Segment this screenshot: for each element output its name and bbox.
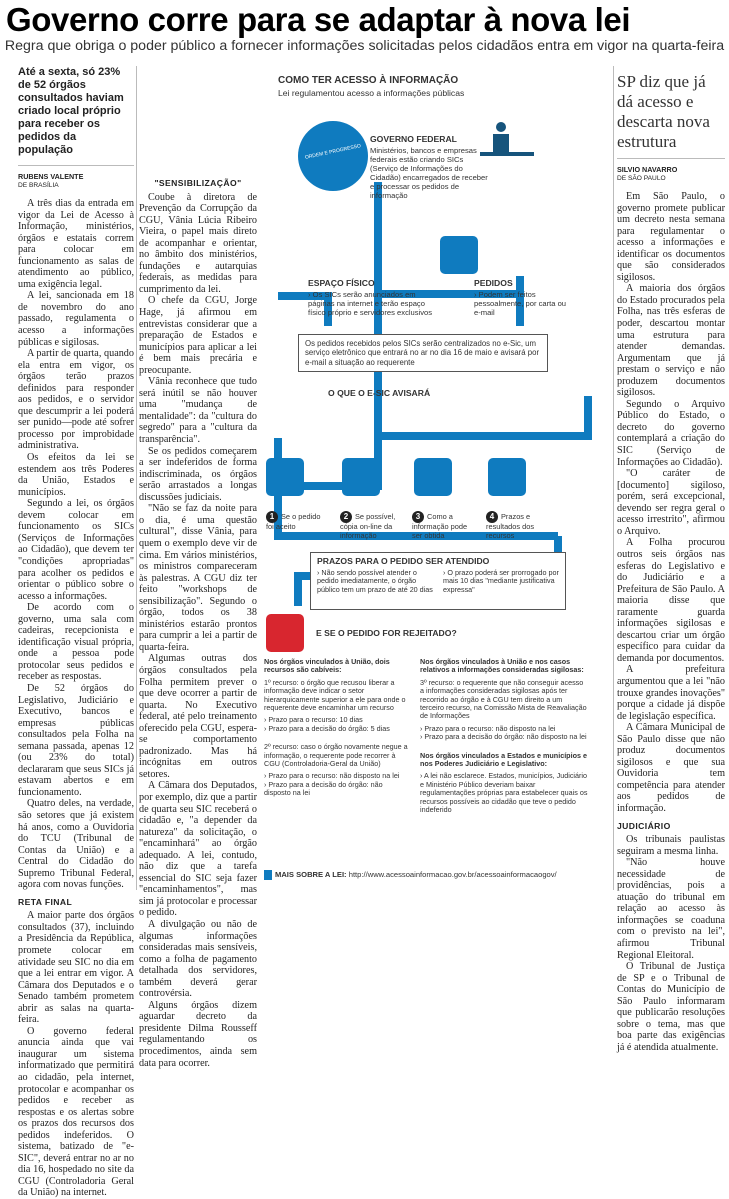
paragraph: O chefe da CGU, Jorge Hage, já afirmou em entrevistas considerar que a preparação de Estados e municípios para aplicar a lei é bem mais precária e preocupante. [139,295,257,376]
office-workers-icon [480,122,534,166]
prazos-left: › Não sendo possível atender o pedido imediatamente, o órgão público tem um prazo de até 20 dias [317,568,433,594]
paragraph: A maioria dos órgãos do Estado procurados pela Folha, nas três esferas de poder, descartou montar uma estrutura para atender demandas. Argumentam que já prestam o serviço e não produzem documentos sigilosos. [617,283,725,399]
step-3: 3 Como a informação pode ser obtida [412,512,468,540]
paragraph: Em São Paulo, o governo promete publicar um decreto nesta semana para regulamentar o acesso a informações e identificar os documentos que são considerados sigilosos. [617,191,725,283]
paragraph: A prefeitura argumentou que a lei "não trouxe grandes inovações" porque a cidade já dispõe de legislação específica. [617,664,725,722]
pedidos-title: PEDIDOS [474,278,513,288]
lei-link[interactable]: http://www.acessoainformacao.gov.br/acessoainformacaogov/ [348,870,557,879]
infographic-subtitle: Lei regulamentou acesso a informações públicas [278,88,465,98]
article-column-2 [139,66,257,1069]
paragraph: A três dias da entrada em vigor da Lei de Acesso à Informação, ministérios, órgãos e estatais correm para colocar em funcionamento as salas de atendimento ao público, uma exigência legal. [18,198,134,290]
paragraph: De acordo com o governo, uma sala com cadeiras, recepcionista e identificação visual própria, onde a pessoa pode protocolar seus pedidos e receber as respostas. [18,602,134,683]
paragraph: Segundo a lei, os órgãos devem colocar em funcionamento os SICs (Serviços de Informações ao Cidadão), que devem ter "condições apropriadas" para acolher os pedidos e orientar o público sobre o acesso a informações. [18,498,134,602]
section-heading: RETA FINAL [18,896,73,907]
espaco-title: ESPAÇO FÍSICO [308,278,375,288]
pedidos-text: › Podem ser feitos pessoalmente, por carta ou e-mail [474,290,567,317]
chat-icon [414,458,452,496]
gov-text: Ministérios, bancos e empresas federais estão criando SICs (Serviço de Informações do Cidadão) encarregados de receber e processar os pedidos de informação [370,146,488,200]
author-byline: RUBENS VALENTE [18,172,84,181]
brazil-flag-globe-icon [298,121,368,191]
paragraph: Quatro deles, na verdade, são setores que já existem há anos, como a Ouvidoria do TCU (Tribunal de Contas da União) e a Central do Cidadão do Supremo Tribunal Federal, agora com novas funções. [18,798,134,891]
paragraph: A Folha procurou outros seis órgãos nas esferas do Legislativo e do Judiciário e a Prefeitura de São Paulo. A maioria disse que raramente guarda informações sigilosas e descartou criar um órgão específico para cuidar da demanda por documentos. [617,537,725,664]
gov-title: GOVERNO FEDERAL [370,134,457,144]
subheadline: Regra que obriga o poder público a fornecer informações solicitadas pelos cidadãos entra em vigor na quarta-feira [4,38,725,54]
stop-hand-icon [266,614,304,652]
paragraph: A Câmara Municipal de São Paulo disse que não produz documentos sigilosos e que sua Ouvidoria tem competência para atender aos pedidos de informação. [617,722,725,814]
paragraph: Vânia reconhece que tudo será inútil se não houver uma "mudança de mentalidade": da "cultura do segredo" para a "cultura da transparência". [139,376,257,446]
paragraph: A divulgação ou não de algumas informações consideradas mais sensíveis, como a folha de pagamento detalhada dos servidores, também deverá gerar controvérsia. [139,919,257,1000]
avisara-title: O QUE O E-SIC AVISARÁ [328,388,431,398]
info-icon [264,870,272,880]
download-icon [342,458,380,496]
uniao-block: Nos órgãos vinculados à União, dois recursos são cabíveis: 1º recurso: o órgão que recusou liberar a informação deve indicar o setor hierarquicamente superior a ele para onde o requerente deve encaminhar um recurso › Prazo para o recurso: 10 dias › Prazo para a decisão do órgão: 5 dias 2º recurso: caso o órgão novamente negue a informação, o requerente pode recorrer à CGU (Controladoria-Geral da União) › Prazo para o recurso: não disposto na lei › Prazo para a decisão do órgão: não disposto na lei [264,657,408,798]
espaco-text: › Os SICs serão anunciados em páginas na internet e terão espaço físico próprio e servidores exclusivos [308,290,433,317]
paragraph: Se os pedidos começarem a ser indeferidos de forma indiscriminada, os órgãos serão arrastados a longas discussões judiciais. [139,445,257,503]
section-heading: JUDICIÁRIO [617,820,671,831]
step-1: 1 Se o pedido foi aceito [266,512,321,531]
paragraph: A Câmara dos Deputados, por exemplo, diz que a partir de quarta seu SIC receberá o cidadão e, "a depender da natureza" da solicitação, o "encaminhará" ao órgão adequado. A lei, contudo, não diz que a tarefa essencial do SIC seja fazer "encaminhamentos", mas sim já protocolar e processar o pedido. [139,780,257,919]
thumbs-up-icon [266,458,304,496]
esic-box: Os pedidos recebidos pelos SICs serão centralizados no e-Sic, um serviço eletrônico que entrará no ar no dia 16 de maio e avisará por e-mail a situação ao requerente [298,334,548,372]
paragraph: Os efeitos da lei se estendem aos três Poderes da União, Estados e municípios. [18,452,134,498]
side-location: DE SÃO PAULO [617,175,666,182]
prazos-title: PRAZOS PARA O PEDIDO SER ATENDIDO [317,556,490,566]
paragraph: "O caráter de [documento] sigiloso, porém, será excepcional, devendo ser regra geral o acesso irrestrito", afirmou o Arquivo. [617,468,725,537]
paragraph: A partir de quarta, quando ela entra em vigor, os órgãos terão prazos definidos para responder aos pedidos, e o servidor que descumprir a lei poderá ser punido—pode até sofrer processo por improbidade administrativa. [18,348,134,452]
paragraph: "Não houve necessidade de providências, pois a atuação do tribunal em relação ao acesso às informações se coaduna com o previsto na lei", afirmou Tribunal Regional Eleitoral. [617,857,725,961]
step-2: 2 Se possível, cópia on-line da informação [340,512,396,540]
paragraph: Coube à diretora de Prevenção da Corrupção da CGU, Vânia Lúcia Ribeiro Vieira, o papel mais direto de acompanhar e orientar, no âmbito dos ministérios, fundações e autarquias federais, as medidas para cumprimento da lei. [139,191,257,295]
paragraph: Algumas outras dos órgãos consultados pela Folha permitem prever o que deve ocorrer a partir de quarta. No Executivo federal, até pelo treinamento oferecido pela CGU, espera-se comportamento padronizado. Mas há incógnitas em outros setores. [139,653,257,780]
author-location: DE BRASÍLIA [18,182,59,189]
infographic [258,66,610,890]
paragraph: De 52 órgãos do Legislativo, Judiciário e Executivo, bancos e empresas públicas consultados pela Folha na semana passada, apenas 12 (ou 23% do total) declararam que seus SICs já estavam abertos e em funcionamento. [18,682,134,798]
column-divider [136,66,137,890]
side-author: SILVIO NAVARRO [617,165,678,174]
casos-block: Nos órgãos vinculados à União e nos casos relativos a informações consideradas sigilosas: 3º recurso: o requerente que não conseguir acesso a informações consideradas sigilosas após ter recorrido ao órgão e à CGU tem direito a um terceiro recurso, na Comissão Mista de Reavaliação de Informações › Prazo para o recurso: não disposto na lei › Prazo para a decisão do órgão: não disposto na lei Nos órgãos vinculados a Estados e municípios e nos Poderes Judiciário e Legislativo: › A lei não esclarece. Estados, municípios, Judiciário e Ministério Público deveriam baixar regulamentações próprias para estabelecer quais os recursos possíveis ao cidadão que teve o pedido indeferido [420,657,588,815]
paragraph: A maior parte dos órgãos consultados (37), incluindo a Presidência da República, promete colocar em atividade seu SIC no dia em que a lei entrar em vigor. A Câmara dos Deputados e o Senado também prometem abrir as salas na quarta-feira. [18,910,134,1026]
paragraph: Os tribunais paulistas seguiram a mesma linha. [617,834,725,857]
paragraph: "Não se faz da noite para o dia, é uma questão cultural", disse Vânia, para quem o exemplo deve vir de cima. Em vários ministérios, os ministros compareceram às palestras. A CGU diz ter feito "workshops de sensibilização". Segundo o órgão, todos os 38 ministérios estarão prontos para cumprir a lei a partir de quarta-feira. [139,503,257,653]
list-icon [488,458,526,496]
rejeitado-title: E SE O PEDIDO FOR REJEITADO? [316,628,457,638]
flag-motto: ORDEM E PROGRESSO [304,143,362,161]
paragraph: A lei, sancionada em 18 de novembro do ano passado, regulamenta o acesso a informações públicas e sigilosas. [18,290,134,348]
paragraph: Alguns órgãos dizem aguardar decreto da presidente Dilma Rousseff regulamentando os procedimentos, ainda sem data para ocorrer. [139,999,257,1069]
paragraph: O Tribunal de Justiça de SP e o Tribunal de Contas do Município de São Paulo informaram que publicarão resoluções sobre o tema, mas que boa parte das exigências já é atendida atualmente. [617,961,725,1053]
article-lead: Até a sexta, só 23% de 52 órgãos consultados haviam criado local próprio para receber os pedidos da população [18,66,124,156]
infographic-title: COMO TER ACESSO À INFORMAÇÃO [278,75,459,86]
prazos-box [310,552,566,610]
mais-sobre-lei: MAIS SOBRE A LEI: http://www.acessoainformacao.gov.br/acessoainformacaogov/ [264,870,604,880]
headline: Governo corre para se adaptar à nova lei [6,1,631,38]
column-divider [613,66,614,890]
document-icon [440,236,478,274]
section-heading: "SENSIBILIZAÇÃO" [154,178,242,188]
paragraph: Segundo o Arquivo Público do Estado, o decreto do governo contemplará a criação do SIC (Serviço de Informações ao Cidadão). [617,398,725,468]
step-4: 4 Prazos e resultados dos recursos [486,512,535,540]
paragraph: O governo federal anuncia ainda que vai inaugurar um sistema informatizado que permitirá ao cidadão, pela internet, protocolar e acompanhar os pedidos e receber as respostas e os alertas sobre os prazos dos recursos dos pedidos indeferidos. O sistema, batizado de "e-SIC", deverá entrar no ar no dia 16, hospedado no site da CGU (Controladoria Geral da União) na internet. [18,1025,134,1199]
prazos-right: › O prazo poderá ser prorrogado por mais 10 dias "mediante justificativa expressa" [443,568,559,594]
side-headline: SP diz que já dá acesso e descarta nova estrutura [617,72,710,151]
side-article [617,72,725,1053]
article-column-1 [18,66,134,1199]
